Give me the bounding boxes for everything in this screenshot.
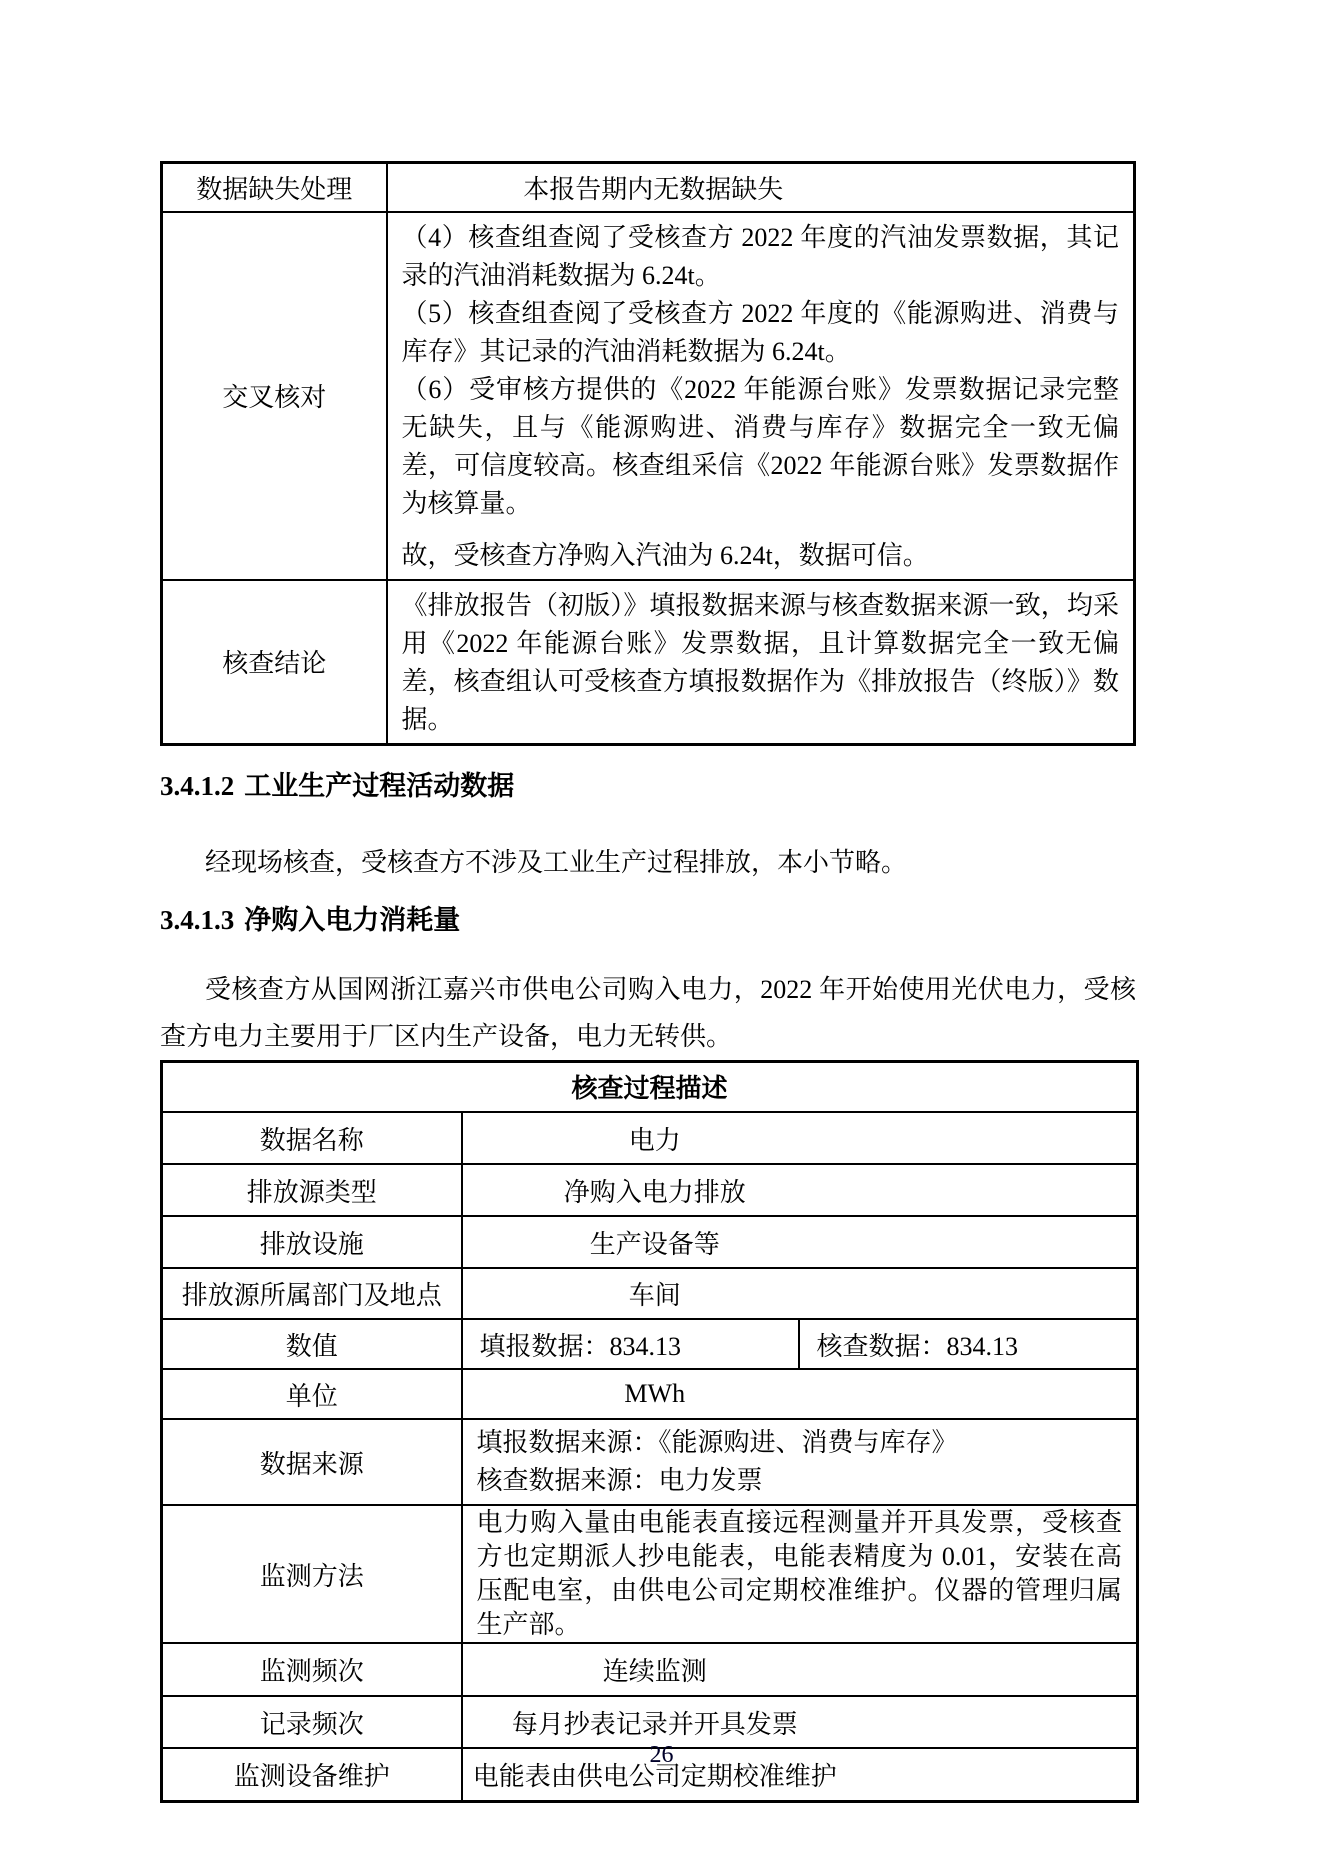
table-row: [162, 580, 1135, 745]
page-content: [160, 0, 1136, 1803]
monitoring-frequency-value: 连续监测: [462, 1643, 1138, 1696]
table-title: 核查过程描述: [162, 1061, 1138, 1112]
purchased-electricity-paragraph: 受核查方从国网浙江嘉兴市供电公司购入电力，2022 年开始使用光伏电力，受核查方电力主要用于厂区内生产设备，电力无转供。: [160, 974, 1136, 1051]
data-source-reported: 填报数据来源：《能源购进、消费与库存》: [476, 1428, 958, 1457]
numeric-label: 数值: [162, 1319, 462, 1369]
page-number: 26: [649, 1742, 674, 1768]
recording-frequency-value: 每月抄表记录并开具发票: [462, 1696, 1138, 1748]
section-number: 3.4.1.2: [160, 770, 235, 801]
industrial-process-paragraph: 经现场核查，受核查方不涉及工业生产过程排放，本小节略。: [205, 847, 908, 877]
table-row: [162, 1319, 1138, 1369]
cross-check-label: 交叉核对: [162, 212, 387, 580]
table-row: [162, 1369, 1138, 1419]
numeric-verified-value: 核查数据：834.13: [799, 1319, 1138, 1369]
data-source-value: [462, 1419, 1138, 1505]
table-row: [162, 1419, 1138, 1505]
recording-frequency-label: 记录频次: [162, 1696, 462, 1748]
section-title: 净购入电力消耗量: [244, 904, 461, 935]
data-name-label: 数据名称: [162, 1112, 462, 1164]
source-type-label: 排放源类型: [162, 1164, 462, 1216]
table-row: [162, 1216, 1138, 1268]
table-row: [162, 1505, 1138, 1643]
cross-check-item-6: （6）受审核方提供的《2022 年能源台账》发票数据记录完整无缺失，且与《能源购进、消费与库存》数据完全一致无偏差，可信度较高。核查组采信《2022 年能源台账》发票数据作为核算量。: [401, 374, 1119, 518]
section-heading-purchased-electricity: [160, 904, 1136, 936]
facility-label: 排放设施: [162, 1216, 462, 1268]
facility-value: 生产设备等: [462, 1216, 1138, 1268]
department-value: 车间: [462, 1268, 1138, 1319]
section-title: 工业生产过程活动数据: [244, 770, 515, 801]
cross-check-item-5: （5）核查组查阅了受核查方 2022 年度的《能源购进、消费与库存》其记录的汽油消耗数据为 6.24t。: [401, 298, 1119, 366]
cross-check-item-4: （4）核查组查阅了受核查方 2022 年度的汽油发票数据，其记录的汽油消耗数据为 6.24t。: [401, 222, 1119, 290]
table-row: [162, 1643, 1138, 1696]
unit-value: MWh: [462, 1369, 1138, 1419]
data-name-value: 电力: [462, 1112, 1138, 1164]
department-label: 排放源所属部门及地点: [162, 1268, 462, 1319]
equipment-maintenance-value: 电能表由供电公司定期校准维护: [462, 1748, 1138, 1801]
data-source-label: 数据来源: [162, 1419, 462, 1505]
equipment-maintenance-label: 监测设备维护: [162, 1748, 462, 1801]
section-heading-industrial-process: [160, 770, 1136, 802]
data-source-verified: 核查数据来源：电力发票: [476, 1466, 763, 1495]
verification-conclusion-value: 《排放报告（初版）》填报数据来源与核查数据来源一致，均采用《2022 年能源台账》发票数据，且计算数据完全一致无偏差，核查组认可受核查方填报数据作为《排放报告（终版）》数据。: [387, 580, 1135, 745]
monitoring-method-value: 电力购入量由电能表直接远程测量并开具发票，受核查方也定期派人抄电能表，电能表精度为 0.01，安装在高压配电室，由供电公司定期校准维护。仪器的管理归属生产部。: [462, 1505, 1138, 1643]
table-row: [162, 1164, 1138, 1216]
electricity-verification-table: [160, 1060, 1139, 1803]
unit-label: 单位: [162, 1369, 462, 1419]
table-row: [162, 163, 1135, 212]
table-row: [162, 212, 1135, 580]
cross-check-value: [387, 212, 1135, 580]
table-row: [162, 1112, 1138, 1164]
table-header-row: [162, 1061, 1138, 1112]
monitoring-frequency-label: 监测频次: [162, 1643, 462, 1696]
table-row: [162, 1696, 1138, 1748]
monitoring-method-label: 监测方法: [162, 1505, 462, 1643]
missing-data-label: 数据缺失处理: [162, 163, 387, 212]
section-number: 3.4.1.3: [160, 904, 235, 935]
verification-conclusion-label: 核查结论: [162, 580, 387, 745]
source-type-value: 净购入电力排放: [462, 1164, 1138, 1216]
missing-data-value: 本报告期内无数据缺失: [387, 163, 1135, 212]
gasoline-verification-table: [160, 161, 1136, 746]
numeric-reported-value: 填报数据：834.13: [462, 1319, 799, 1369]
cross-check-conclusion: 故，受核查方净购入汽油为 6.24t，数据可信。: [401, 540, 929, 570]
table-row: [162, 1268, 1138, 1319]
